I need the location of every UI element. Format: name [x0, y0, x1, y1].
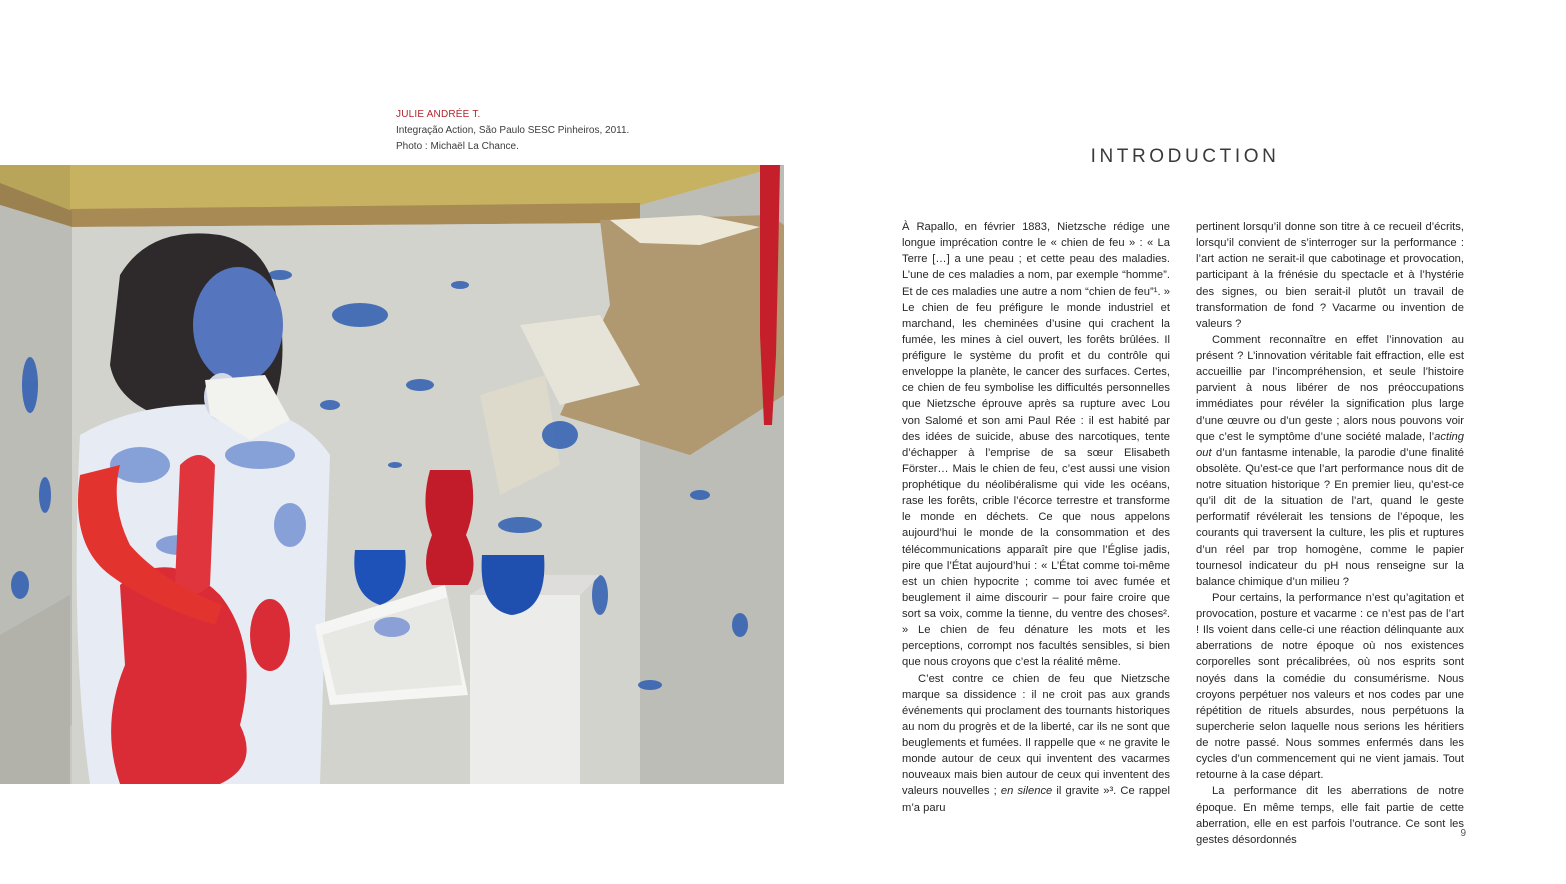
performance-photo	[0, 165, 784, 784]
chapter-heading: INTRODUCTION	[1090, 146, 1280, 167]
paragraph: C’est contre ce chien de feu que Nietzsche marque sa dissidence : il ne croit pas aux grands événements qui proclament des tournants historiques au nom du progrès et de la liberté, car ils ne sont que beuglements et fumées. Il rappelle que « ne gravite le monde autour de ceux qui inventent des vacarmes nouveaux mais bien autour de ceux qui inventent des valeurs nouvelles ; en silence il gravite »³. Ce rappel m’a paru	[902, 672, 1170, 814]
caption-artist: JULIE ANDRÉE T.	[396, 109, 481, 120]
paragraph: pertinent lorsqu’il donne son titre à ce recueil d’écrits, lorsqu’il convient de s’interroger sur la performance : l’art action ne serait-il que cabotinage et provocation, participant à la frénésie du spectacle et à l’hystérie des signes, ou bien serait-il plutôt un travail de transformation de fond ? Vacarme ou invention de valeurs ?	[1196, 221, 1464, 330]
paragraph: Pour certains, la performance n’est qu’agitation et provocation, posture et vacarme : ce n’est pas de l’art ! Ils voient dans celle-ci une réaction délinquante aux aberrations de notre époque où nos existences corporelles sont précalibrées, où nos esprits sont noyés dans la comédie du consumérisme. Nous croyons perpétuer nos valeurs et nos codes par une répétition de rituels absurdes, nous perpétuons la supercherie selon laquelle nous serions les héritiers de notre passé. Nous sommes enfermés dans les cycles d’un commencement qui ne vient jamais. Tout retourne à la case départ.	[1196, 591, 1464, 782]
photo-caption	[396, 107, 776, 155]
text-column-left	[902, 219, 1170, 816]
paragraph: La performance dit les aberrations de notre époque. En même temps, elle fait partie de cette aberration, elle en est parfois l’outrance. Ce sont les gestes désordonnés	[1196, 785, 1464, 846]
caption-work: Integração Action, São Paulo SESC Pinheiros, 2011.	[396, 125, 630, 136]
paragraph: Comment reconnaître en effet l’innovation au présent ? L’innovation véritable fait effraction, elle est accueillie par l’incompréhension, et seule l’histoire parvient à nous libérer de nos préoccupations immédiates pour révéler la signification plus large d’une œuvre ou d’un geste ; alors nous pouvons voir que c’est le symptôme d’une société malade, l’acting out d’un fantasme intenable, la parodie d’une finalité obsolète. Qu’est-ce que l’art performance nous dit de notre situation historique ? En premier lieu, qu’est-ce qu’il dit de la situation de l’art, quand le geste performatif révélerait les tensions de l’époque, les courants qui traversent la culture, les plis et ruptures d’un réel par trop homogène, comme le papier tournesol indicateur du pH nous renseigne sur la balance chimique d’un milieu ?	[1196, 333, 1464, 588]
page-number: 9	[1460, 828, 1466, 839]
paragraph: À Rapallo, en février 1883, Nietzsche rédige une longue imprécation contre le « chien de feu » : « La Terre […] a une peau ; et cette peau des maladies. L’une de ces maladies a nom, par exemple “homme”. Et de ces maladies une autre a nom “chien de feu”¹. » Le chien de feu préfigure le monde industriel et marchand, les cheminées d’usine qui crachent la fumée, les mines à ciel ouvert, les forêts brûlées. Il préfigure le système du profit et du contrôle qui enveloppe la planète, le cancer des surfaces. Certes, ce chien de feu symbolise les difficultés personnelles que Nietzsche éprouve après sa rupture avec Lou von Salomé et son ami Paul Rée : il est habité par des idées de suicide, abuse des narcotiques, tente d’échapper à l’emprise de sa sœur Elisabeth Förster… Mais le chien de feu, c’est aussi une vision prophétique du néolibéralisme qui vide les océans, rase les forêts, crible l’écorce terrestre et transforme le monde en déchets. Ce que nous appelons aujourd’hui le monde de la consommation et des télécommunications apparaît pire que l’Église jadis, pire que l’État aujourd’hui : « L’État comme toi-même est un chien hypocrite ; comme toi avec fumée et beuglement il aime discourir – pour faire croire que sort sa voix, comme la tienne, du ventre des choses². » Le chien de feu dénature les mots et les perceptions, corrompt nos facultés sensibles, si bien que nous croyons que c’est la réalité même.	[902, 221, 1170, 669]
caption-credit: Photo : Michaël La Chance.	[396, 141, 519, 152]
text-column-right	[1196, 219, 1464, 848]
